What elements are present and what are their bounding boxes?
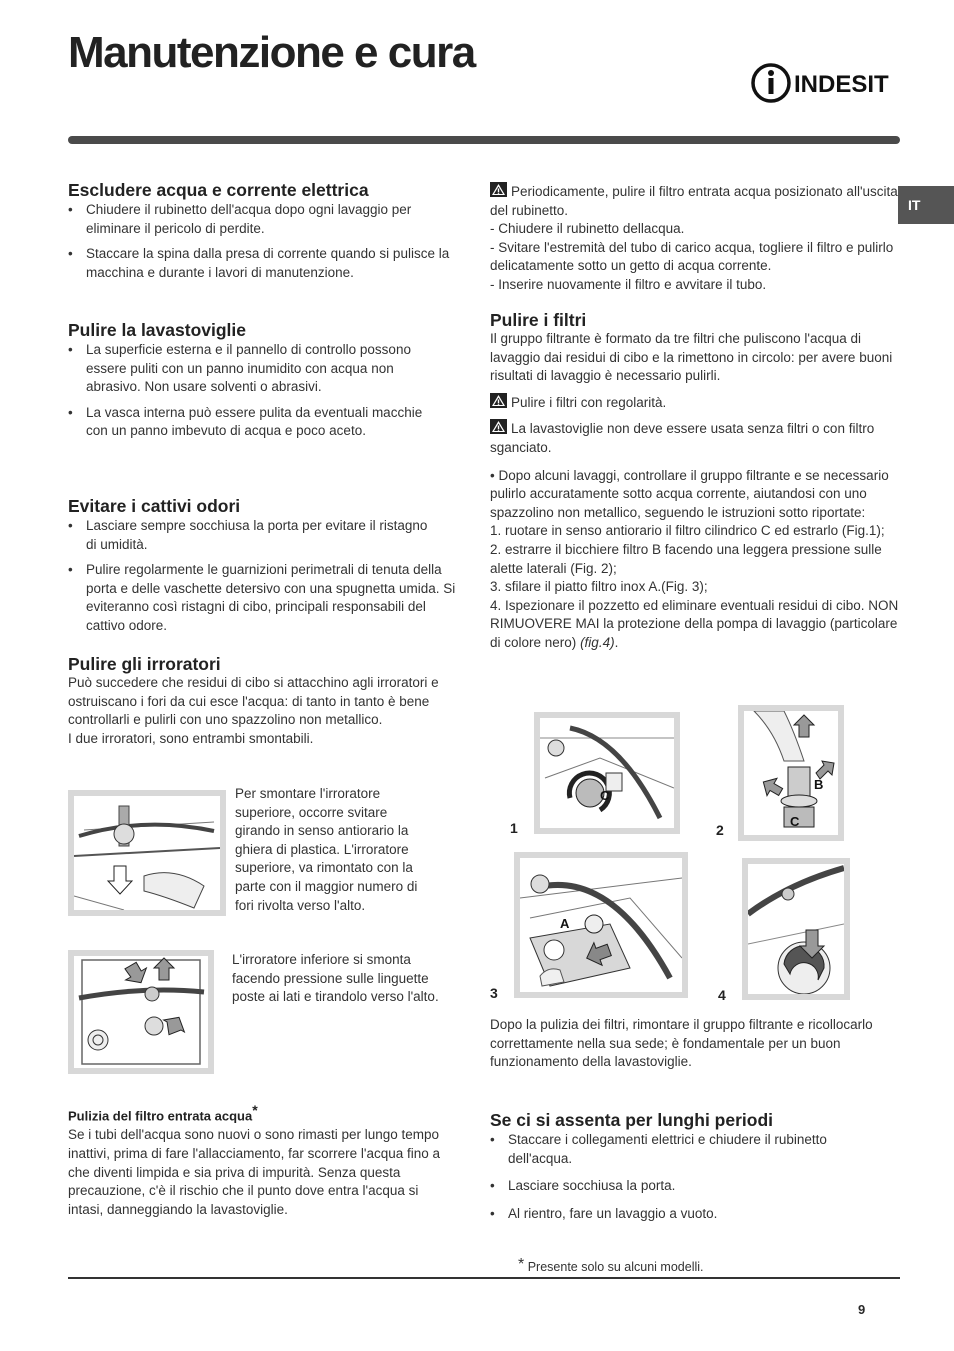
warning-icon	[490, 393, 507, 408]
section-inlet-filter	[68, 1100, 448, 1219]
section-odors	[68, 496, 456, 643]
paragraph: Il gruppo filtrante è formato da tre filtri che puliscono l'acqua di lavaggio dai residui di cibo e la rimettono in circolo: per avere buoni risultati di lavaggio è necessario pulirli.	[490, 331, 893, 384]
upper-spray-arm-text: Per smontare l'irroratore superiore, occorre svitare girando in senso antiorario la ghiera di plastica. L'irroratore superiore, va rimontato con la parte con il maggior numero di fori rivolta verso l'alto.	[235, 786, 418, 913]
upper-spray-arm-figure	[68, 790, 226, 916]
footer-divider	[68, 1277, 900, 1279]
section-heading: Pulire i filtri	[490, 310, 587, 330]
filter-figure-3	[514, 852, 688, 998]
bullet-list	[490, 1131, 890, 1223]
header-divider	[68, 136, 900, 144]
section-heading: Escludere acqua e corrente elettrica	[68, 180, 369, 200]
warning-text: Pulire i filtri con regolarità.	[511, 394, 667, 410]
figure-number: 2	[716, 822, 724, 838]
logo-wordmark: INDESIT	[794, 71, 889, 98]
list-item: • La superficie esterna e il pannello di controllo possono essere puliti con un panno inumidito con acqua non abrasivo. Non usare solventi o abrasivi.	[68, 341, 456, 397]
section-spray-arms	[68, 654, 448, 748]
list-item: • Lasciare socchiusa la porta.	[490, 1177, 890, 1196]
page-number: 9	[858, 1302, 866, 1317]
filter-figure-4	[742, 858, 850, 1000]
bullet-list	[68, 517, 456, 636]
figure-reference: (fig.4)	[580, 634, 615, 650]
section-clean-dishwasher	[68, 320, 456, 448]
asterisk-mark: *	[252, 1102, 258, 1118]
step-line: - Chiudere il rubinetto dellacqua.	[490, 221, 685, 237]
figure-number: 1	[510, 820, 518, 836]
paragraph: I due irroratori, sono entrambi smontabili.	[68, 730, 314, 746]
warning-paragraph	[490, 419, 906, 457]
paragraph: • Dopo alcuni lavaggi, controllare il gruppo filtrante e se necessario pulirlo accuratamente sotto acqua corrente, aiutandosi con uno spazzolino non metallico, seguendo le istruzioni sotto riportate:	[490, 467, 889, 520]
inlet-filter-heading: Pulizia del filtro entrata acqua	[68, 1108, 253, 1124]
footnote	[518, 1256, 704, 1274]
step-line: - Svitare l'estremità del tubo di carico acqua, togliere il filtro e pulirlo delicatamente sotto un getto di acqua corrente.	[490, 239, 894, 274]
indesit-logo	[750, 62, 900, 104]
footnote-mark: *	[518, 1256, 525, 1273]
step-line	[490, 597, 906, 653]
list-item: • Staccare la spina dalla presa di corrente quando si pulisce la macchina e durante i lavori di manutenzione.	[68, 245, 456, 282]
bullet-list	[68, 341, 456, 441]
step4-text: 4. Ispezionare il pozzetto ed eliminare eventuali residui di cibo. NON RIMUOVERE MAI la protezione della pompa di lavaggio (particolare di colore nero)	[490, 597, 899, 650]
lower-spray-arm-text: L'irroratore inferiore si smonta facendo pressione sulle linguette poste ai lati e tirandolo verso l'alto.	[232, 952, 439, 1005]
step-line: 3. sfilare il piatto filtro inox A.(Fig. 3);	[490, 579, 708, 595]
section-heading: Se ci si assenta per lunghi periodi	[490, 1110, 773, 1130]
list-item: • Chiudere il rubinetto dell'acqua dopo ogni lavaggio per eliminare il pericolo di perdite.	[68, 201, 456, 238]
step-line: 2. estrarre il bicchiere filtro B facendo una leggera pressione sulle alette laterali (Fig. 2);	[490, 541, 882, 576]
footnote-text: Presente solo su alcuni modelli.	[527, 1260, 704, 1274]
paragraph: Può succedere che residui di cibo si attacchino agli irroratori e ostruiscano i fori da cui esce l'acqua: di tanto in tanto è bene controllarli e pulirli con uno spazzolino non metallico.	[68, 675, 439, 728]
paragraph: Se i tubi dell'acqua sono nuovi o sono rimasti per lungo tempo inattivi, prima di fare l'allacciamento, far scorrere l'acqua fino a che diventi limpida e sia priva di impurità. Senza questa precauzione, c'è il rischio che il punto dove entra l'acqua si intasi, danneggiando la lavastoviglie.	[68, 1127, 441, 1217]
warning-text: Periodicamente, pulire il filtro entrata acqua posizionato all'uscita del rubinetto.	[490, 184, 898, 218]
filters-after-text	[490, 1016, 906, 1072]
page-title: Manutenzione e cura	[68, 28, 475, 77]
figure-label: C	[790, 814, 800, 829]
step-line: 1. ruotare in senso antiorario il filtro cilindrico C ed estrarlo (Fig.1);	[490, 523, 885, 539]
filter-figure-2	[738, 705, 844, 841]
list-item: • Al rientro, fare un lavaggio a vuoto.	[490, 1205, 890, 1224]
list-item: • Pulire regolarmente le guarnizioni perimetrali di tenuta della porta e delle vaschette detersivo con una spugnetta umida. Si eviteranno così ristagni di cibo, principali responsabili del cattivo odore.	[68, 561, 456, 635]
list-item: • Staccare i collegamenti elettrici e chiudere il rubinetto dell'acqua.	[490, 1131, 890, 1168]
warning-icon	[490, 419, 507, 434]
section-heading	[68, 1100, 448, 1126]
step4-end: .	[614, 634, 619, 650]
paragraph: Dopo la pulizia dei filtri, rimontare il gruppo filtrante e ricollocarlo correttamente nella sua sede; è fondamentale per un buon funzionamento della lavastoviglie.	[490, 1017, 873, 1070]
bullet-list	[68, 201, 456, 282]
figure-label: C	[600, 788, 610, 803]
lower-spray-arm-figure	[68, 950, 214, 1074]
section-power-water	[68, 180, 456, 289]
section-heading: Pulire la lavastoviglie	[68, 320, 246, 340]
figure-number: 3	[490, 985, 498, 1001]
section-inlet-warning	[490, 182, 902, 295]
figure-number: 4	[718, 987, 726, 1003]
section-heading: Evitare i cattivi odori	[68, 496, 241, 516]
figure-label: A	[560, 916, 570, 931]
warning-text: La lavastoviglie non deve essere usata senza filtri o con filtro sganciato.	[490, 421, 875, 455]
section-absence	[490, 1110, 890, 1230]
figure-label: B	[814, 777, 824, 792]
filter-figure-1	[534, 712, 680, 834]
warning-paragraph	[490, 393, 906, 413]
section-heading: Pulire gli irroratori	[68, 654, 221, 674]
language-tab: IT	[898, 186, 954, 224]
warning-icon	[490, 182, 507, 197]
step-line: - Inserire nuovamente il filtro e avvitare il tubo.	[490, 276, 767, 292]
list-item: • Lasciare sempre socchiusa la porta per evitare il ristagno di umidità.	[68, 517, 456, 554]
warning-paragraph	[490, 182, 902, 220]
list-item: • La vasca interna può essere pulita da eventuali macchie con un panno imbevuto di acqua e poco aceto.	[68, 404, 456, 441]
section-filters	[490, 310, 906, 653]
